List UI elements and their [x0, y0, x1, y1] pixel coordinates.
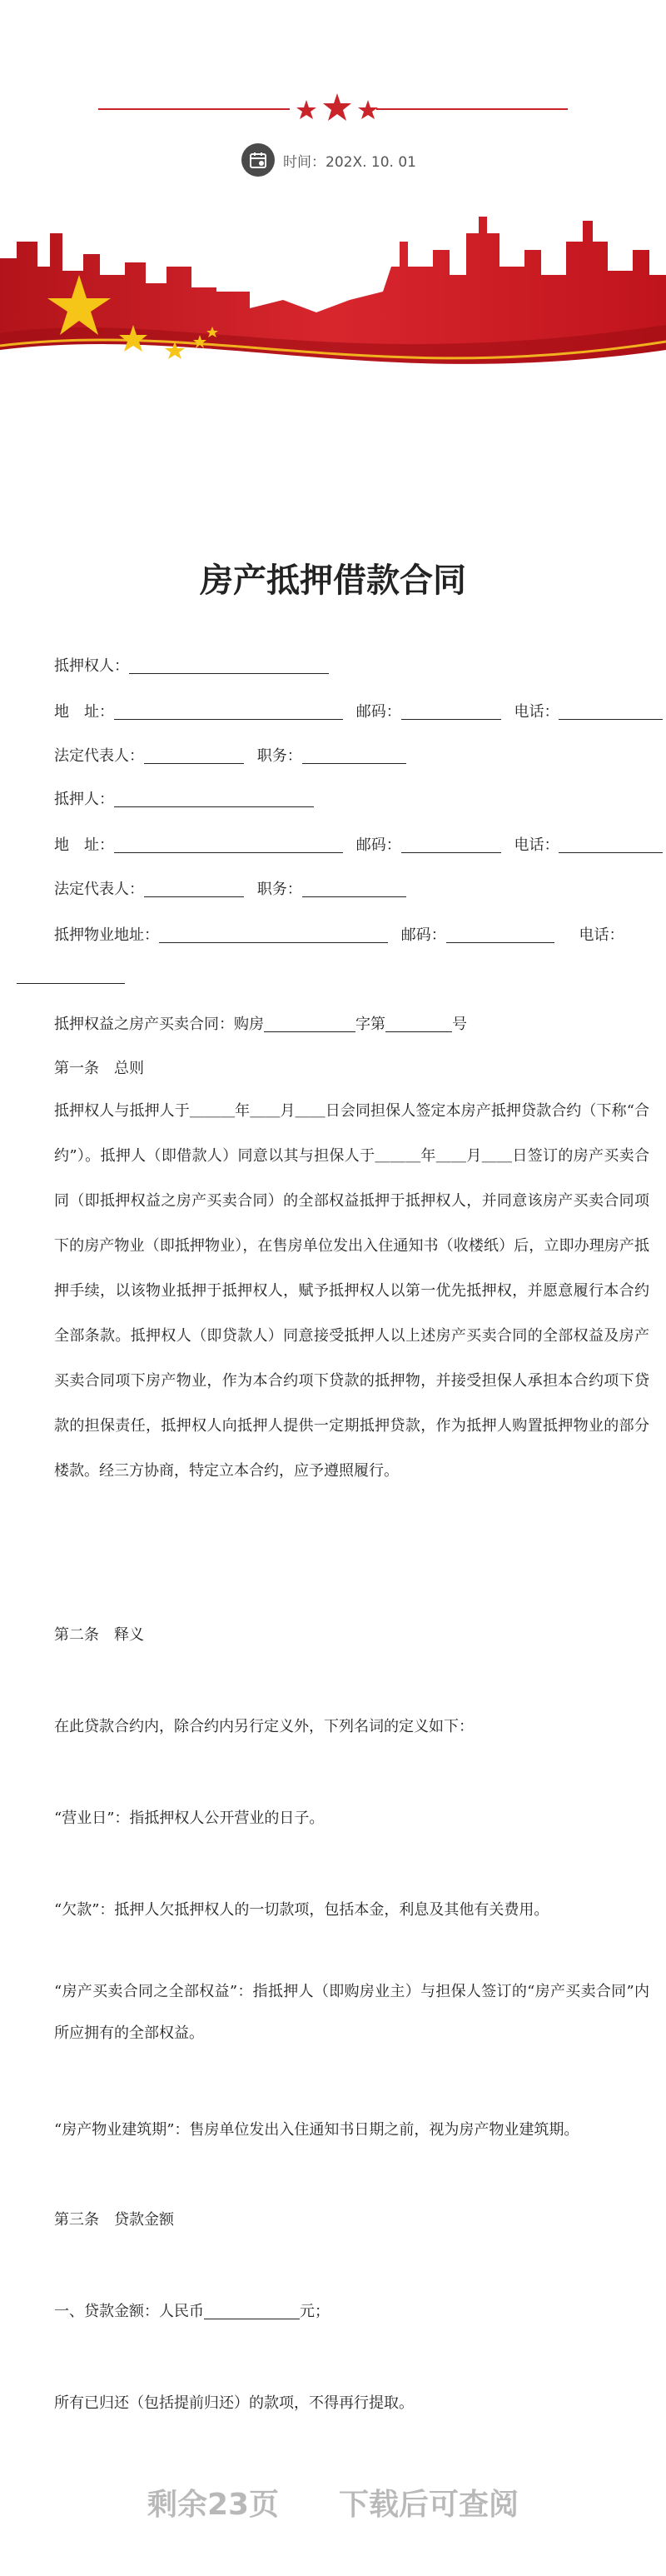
header-line-right — [376, 108, 568, 110]
star-cluster-icon — [291, 92, 383, 128]
time-row — [241, 143, 416, 177]
repayment-note: 所有已归还（包括提前归还）的款项，不得再行提取。 — [54, 2394, 414, 2412]
article-2-heading: 第二条 释义 — [54, 1626, 144, 1644]
header-line-left — [98, 108, 290, 110]
article-2-intro: 在此贷款合约内，除合约内另行定义外，下列名词的定义如下： — [54, 1718, 474, 1735]
article-1-body: 抵押权人与抵押人于＿＿＿年＿＿月＿＿日会同担保人签定本房产抵押贷款合约（下称“合约”）。抵押人（即借款人）同意以其与担保人于＿＿＿年＿＿月＿＿日签订的房产买卖合同（即抵押权益之房产买卖合同）的全部权益抵押于抵押权人，并同意该房产买卖合同项下的房产物业（即抵押物业），在售房单位发出入住通知书（收楼纸）后，立即办理房产抵押手续，以该物业抵押于抵押权人，赋予抵押权人以第一优先抵押权，并愿意履行本合约全部条款。抵押权人（即贷款人）同意接受抵押人以上述房产买卖合同的全部权益及房产买卖合同项下房产物业，作为本合约项下贷款的抵押物，并接受担保人承担本合约项下贷款的担保责任，抵押权人向抵押人提供一定期抵押贷款，作为抵押人购置抵押物业的部分楼款。经三方协商，特定立本合约，应予遵照履行。 — [54, 1102, 649, 1480]
field-legal-rep-2: 法定代表人： 职务： — [54, 877, 406, 899]
loan-amount: 一、贷款金额：人民币 元； — [54, 2303, 330, 2320]
page-title: 房产抵押借款合同 — [200, 562, 466, 600]
article-1-heading: 第一条 总则 — [54, 1060, 144, 1077]
field-address-1: 地 址： 邮码： 电话： — [54, 700, 663, 721]
field-property-address: 抵押物业地址： 邮码： 电话： — [54, 926, 624, 944]
field-mortgagee: 抵押权人： — [54, 654, 329, 676]
download-watermark[interactable]: 剩余23页 下载后可查阅 — [147, 2488, 519, 2522]
field-phone-3-blank — [17, 966, 125, 985]
field-mortgagor: 抵押人： — [54, 787, 314, 809]
article-3-heading: 第三条 贷款金额 — [54, 2211, 174, 2229]
calendar-icon — [241, 143, 275, 177]
definition-debt: “欠款”：抵押人欠抵押权人的一切款项，包括本金，利息及其他有关费用。 — [54, 1901, 549, 1919]
time-label: 时间：202X. 10. 01 — [283, 153, 416, 171]
definition-contract-rights: “房产买卖合同之全部权益”：指抵押人（即购房业主）与担保人签订的“房产买卖合同”内所应拥有的全部权益。 — [54, 1983, 649, 2042]
field-address-2: 地 址： 邮码： 电话： — [54, 833, 663, 855]
skyline-banner — [0, 208, 666, 383]
definition-construction-period: “房产物业建筑期”：售房单位发出入住通知书日期之前，视为房产物业建筑期。 — [54, 2121, 579, 2139]
field-legal-rep-1: 法定代表人： 职务： — [54, 744, 406, 766]
contract-reference: 抵押权益之房产买卖合同：购房 字第 号 — [54, 1016, 467, 1033]
definition-business-day: “营业日”：指抵押权人公开营业的日子。 — [54, 1810, 325, 1827]
